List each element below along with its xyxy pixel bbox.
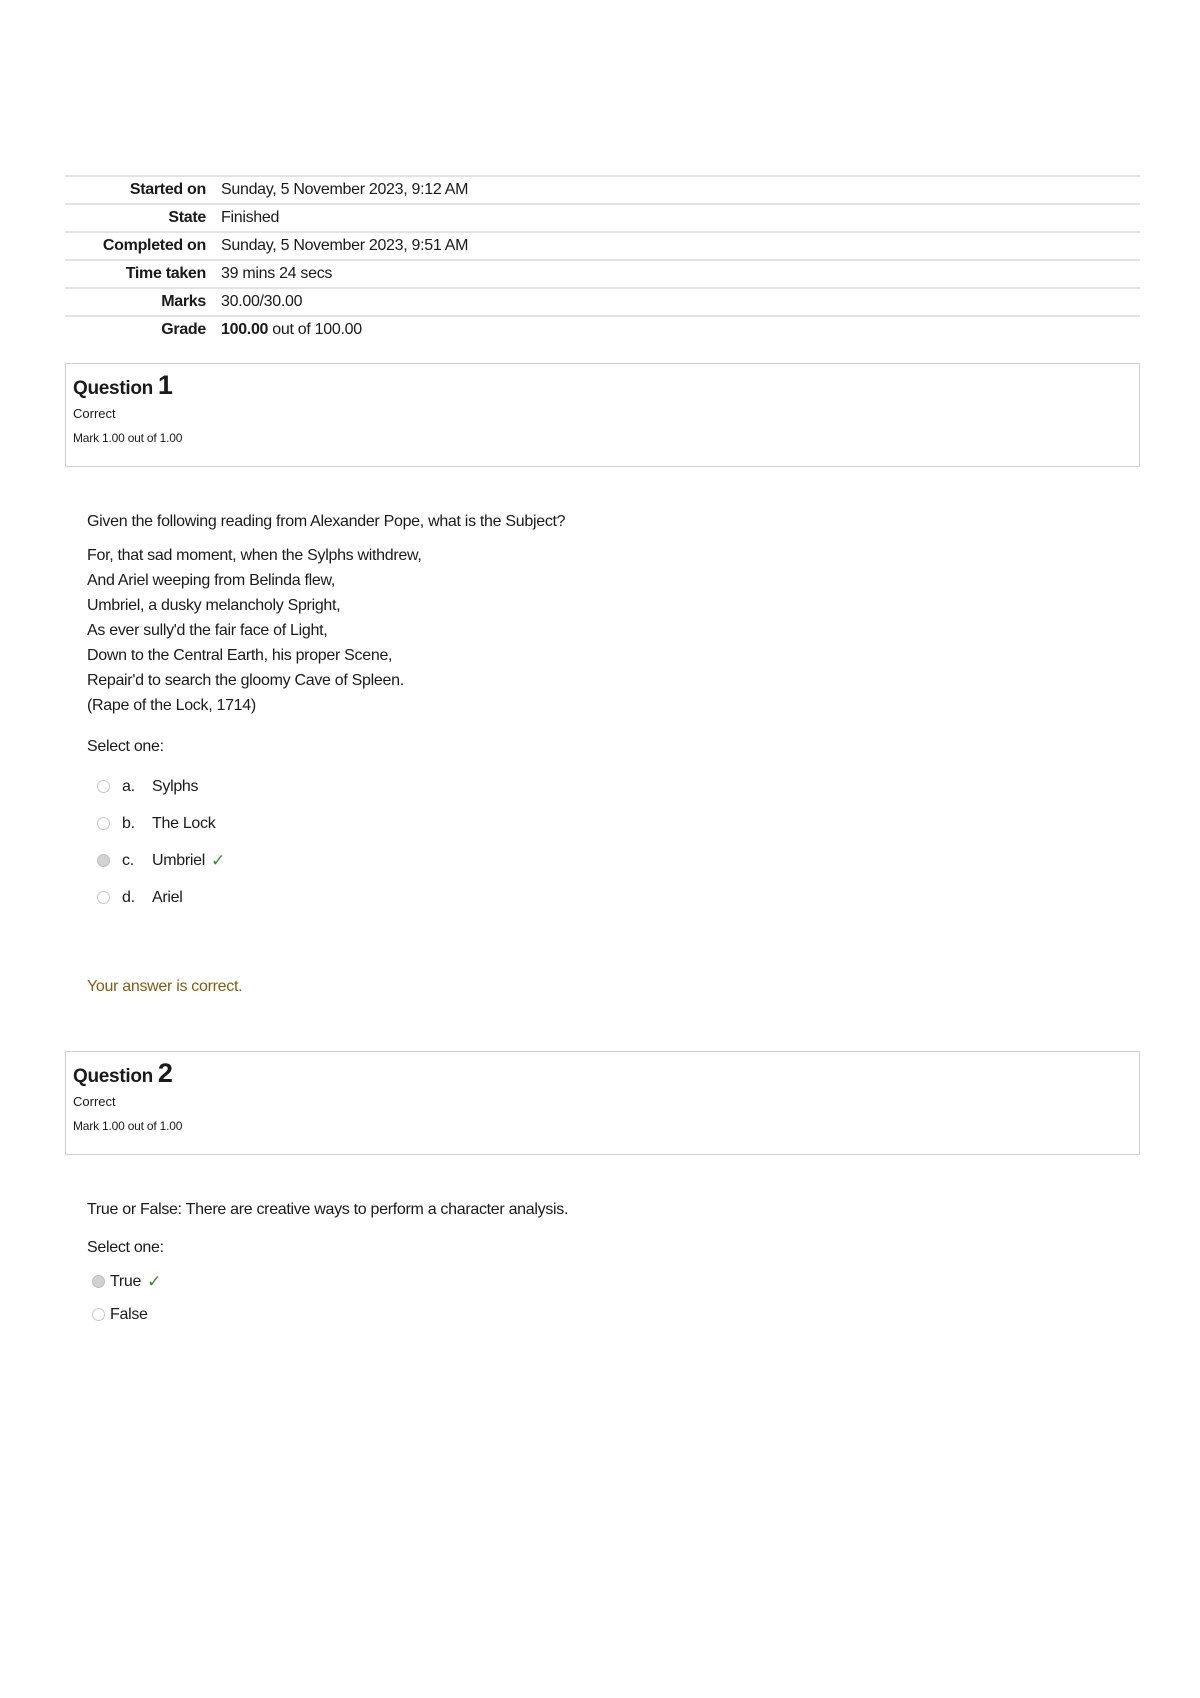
answer-option-c[interactable] [87,842,1140,879]
select-one-label: Select one: [87,738,164,755]
poem-line: For, that sad moment, when the Sylphs withdrew, [87,547,422,564]
answer-option-false[interactable] [87,1298,1140,1331]
option-letter: a. [122,777,135,795]
summary-value: Sunday, 5 November 2023, 9:12 AM [221,181,469,198]
summary-row-started [65,177,1140,205]
option-text: Ariel [152,888,183,906]
question-grade: Mark 1.00 out of 1.00 [73,1119,183,1133]
question-label: Question [73,1066,153,1087]
question-state: Correct [73,1094,116,1109]
summary-row-completed [65,233,1140,261]
option-text: Umbriel [152,851,206,869]
option-text: False [110,1305,148,1323]
question-prompt: Given the following reading from Alexander Pope, what is the Subject? [87,513,566,530]
question-number: 2 [157,1058,173,1088]
option-text: The Lock [152,814,216,832]
summary-label: Grade [161,321,206,338]
answer-option-true[interactable] [87,1265,1140,1298]
summary-row-grade [65,317,1140,343]
radio-button-selected[interactable] [97,854,110,867]
question-2-content [87,1201,1140,1331]
poem-line: Down to the Central Earth, his proper Scene, [87,647,393,664]
option-text: True [110,1272,142,1290]
radio-button-selected[interactable] [92,1275,105,1288]
question-title [73,372,1132,402]
quiz-review-page [65,175,1140,1331]
summary-label: Completed on [102,237,206,254]
question-label: Question [73,378,153,399]
check-icon: ✓ [147,1271,162,1291]
answer-options [87,768,1140,916]
question-2-info [65,1051,1140,1155]
question-1-info [65,363,1140,467]
summary-label: State [168,209,206,226]
summary-value: 39 mins 24 secs [221,265,333,282]
answer-option-a[interactable] [87,768,1140,805]
question-title [73,1060,1132,1090]
answer-feedback: Your answer is correct. [87,978,243,995]
poem-line: Repair'd to search the gloomy Cave of Spleen. [87,672,404,689]
question-grade: Mark 1.00 out of 1.00 [73,431,183,445]
question-number: 1 [157,370,173,400]
question-prompt: True or False: There are creative ways to perform a character analysis. [87,1201,569,1218]
grade-score: 100.00 [221,321,269,338]
radio-button[interactable] [97,817,110,830]
poem-line: As ever sully'd the fair face of Light, [87,622,328,639]
answer-options [87,1265,1140,1331]
radio-button[interactable] [97,891,110,904]
option-letter: b. [122,814,135,832]
summary-row-state [65,205,1140,233]
summary-row-time-taken [65,261,1140,289]
poem-line: And Ariel weeping from Belinda flew, [87,572,336,589]
summary-value: Sunday, 5 November 2023, 9:51 AM [221,237,469,254]
select-one-label: Select one: [87,1239,164,1256]
summary-label: Started on [129,181,206,198]
poem-line: (Rape of the Lock, 1714) [87,697,256,714]
radio-button[interactable] [97,780,110,793]
poem-excerpt [87,543,1140,718]
attempt-summary-table [65,175,1140,343]
summary-value [221,321,362,339]
option-letter: c. [122,851,134,869]
summary-label: Marks [161,293,206,310]
summary-row-marks [65,289,1140,317]
poem-line: Umbriel, a dusky melancholy Spright, [87,597,341,614]
option-letter: d. [122,888,135,906]
radio-button[interactable] [92,1308,105,1321]
summary-value: Finished [221,209,280,226]
check-icon: ✓ [211,850,225,870]
question-1-content [87,513,1140,916]
question-state: Correct [73,406,116,421]
grade-out-of: out of 100.00 [268,321,362,338]
summary-value: 30.00/30.00 [221,293,303,310]
option-text: Sylphs [152,777,199,795]
answer-option-b[interactable] [87,805,1140,842]
summary-label: Time taken [125,265,206,282]
answer-option-d[interactable] [87,879,1140,916]
